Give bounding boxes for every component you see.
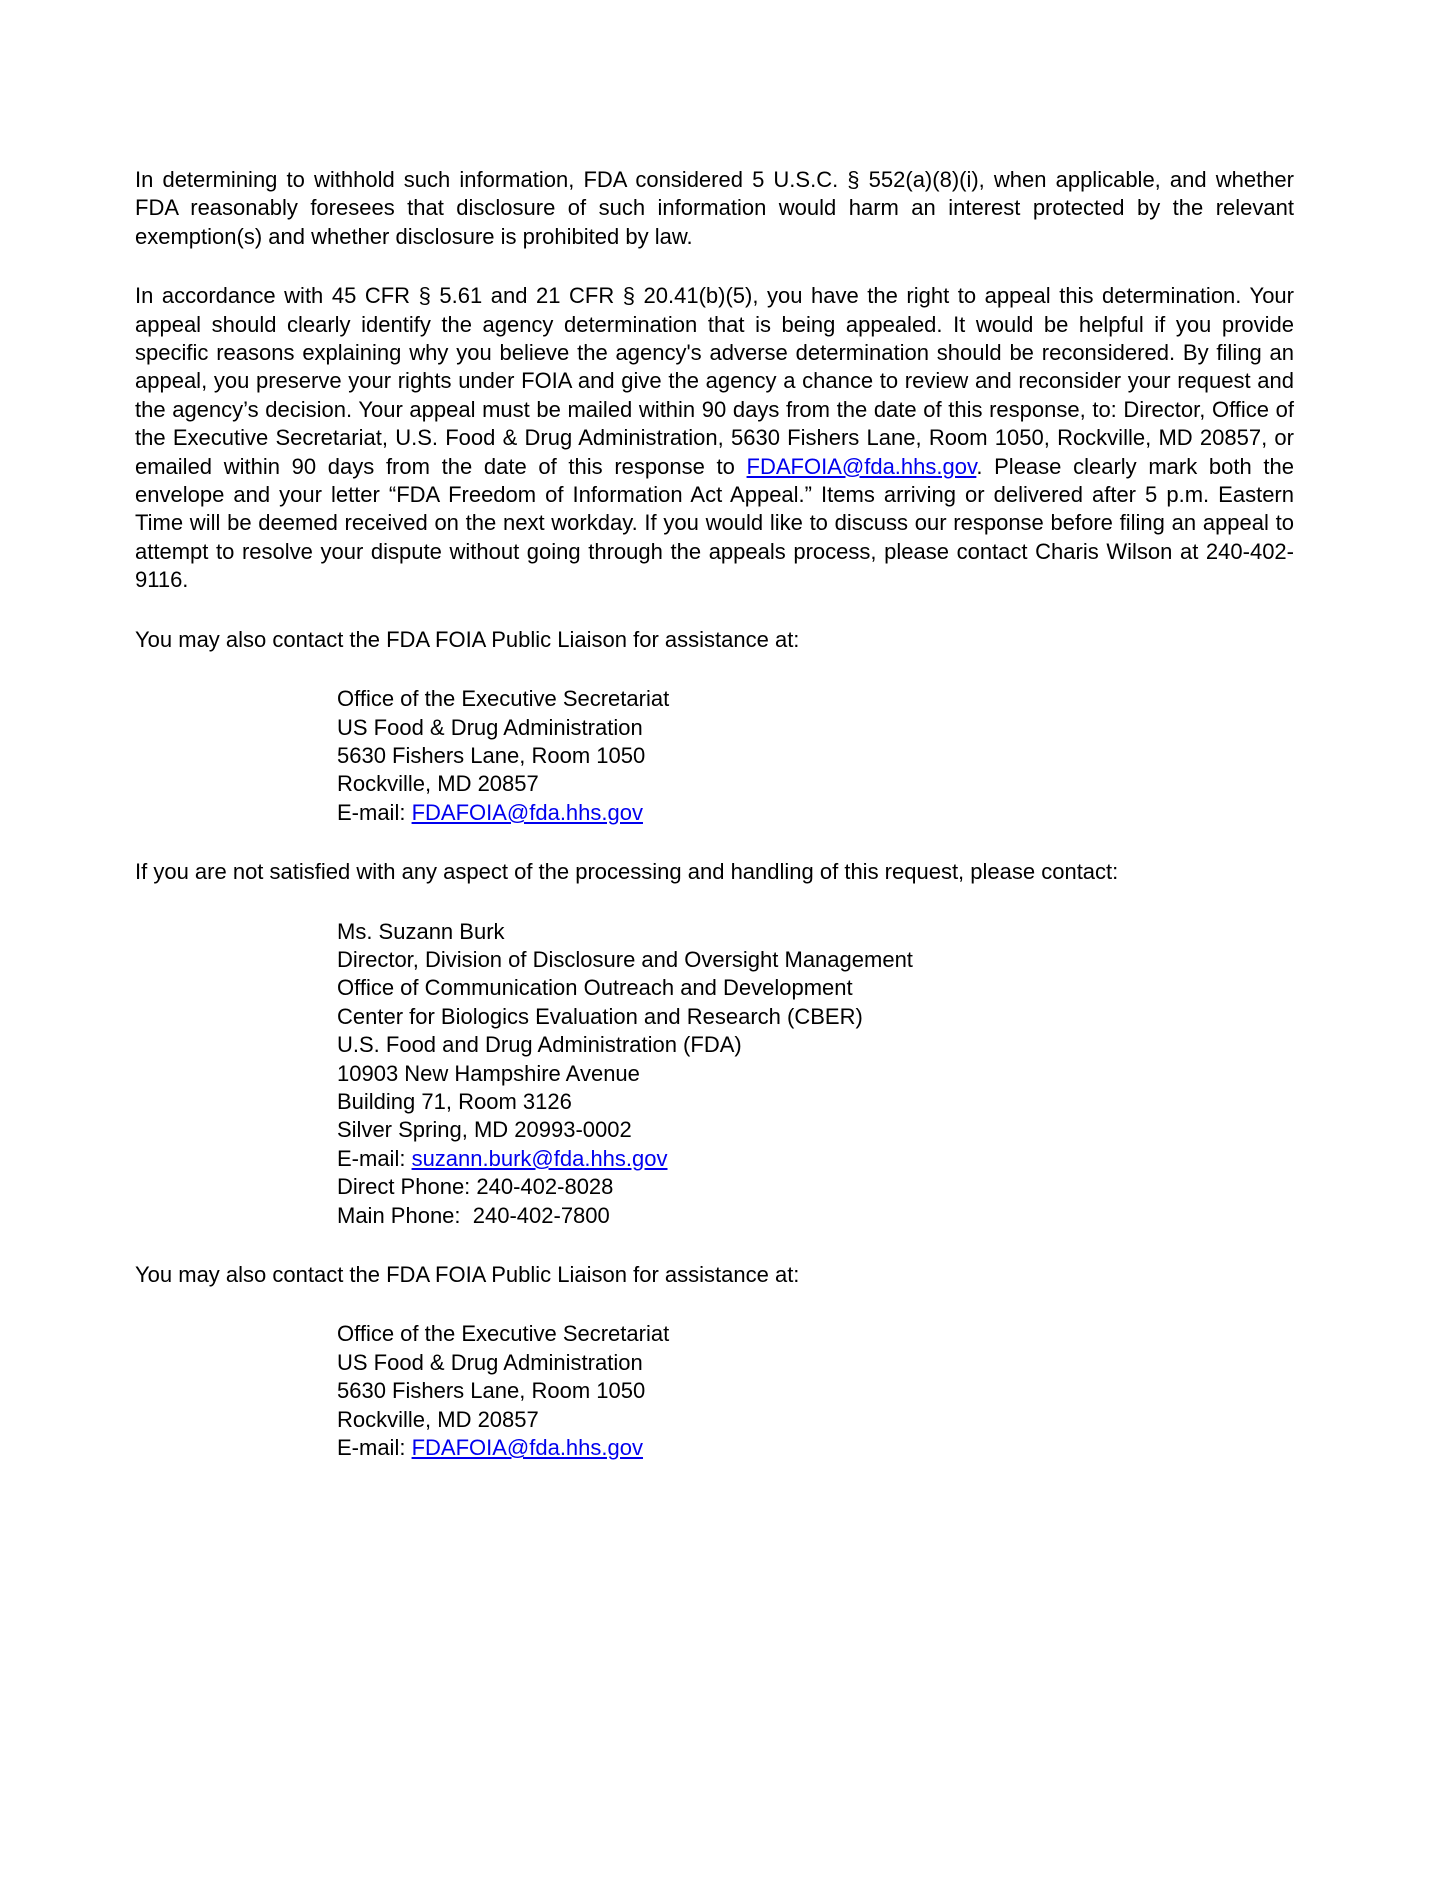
direct-phone-line: Direct Phone: 240-402-8028 — [337, 1174, 614, 1200]
liaison-intro-1: You may also contact the FDA FOIA Public Liaison for assistance at: — [135, 626, 800, 652]
address-line: Rockville, MD 20857 — [337, 1406, 539, 1432]
suzann-burk-email-link[interactable]: suzann.burk@fda.hhs.gov — [411, 1145, 668, 1171]
address-line: 5630 Fishers Lane, Room 1050 — [337, 1378, 646, 1404]
cber-contact-block — [337, 918, 1294, 1230]
email-line — [337, 1145, 1294, 1173]
email-line — [337, 1434, 1294, 1462]
email-label: E-mail: — [337, 1145, 412, 1171]
address-line: US Food & Drug Administration — [337, 714, 643, 740]
main-phone-line: Main Phone: 240-402-7800 — [337, 1202, 610, 1228]
fdafoia-email-link[interactable]: FDAFOIA@fda.hhs.gov — [411, 799, 643, 825]
address-line: 5630 Fishers Lane, Room 1050 — [337, 742, 646, 768]
address-line: Silver Spring, MD 20993-0002 — [337, 1117, 632, 1143]
address-line: Building 71, Room 3126 — [337, 1088, 572, 1114]
dissatisfied-intro: If you are not satisfied with any aspect of the processing and handling of this request, please contact: — [135, 859, 1119, 885]
address-line: Office of Communication Outreach and Development — [337, 975, 853, 1001]
email-label: E-mail: — [337, 799, 412, 825]
email-line — [337, 799, 1294, 827]
address-line: U.S. Food and Drug Administration (FDA) — [337, 1032, 742, 1058]
appeal-text-after-link: . Please clearly mark both the envelope and your letter “FDA Freedom of Information Act Appeal.” Items arriving or delivered after 5 p.m. Eastern Time will be deemed received on the next workday. If you would like to discuss our response before filing an appeal to attempt to resolve your dispute without going through the appeals process, please contact Charis Wilson at 240-402-9116. — [135, 453, 1294, 593]
fdafoia-email-link[interactable]: FDAFOIA@fda.hhs.gov — [746, 453, 977, 479]
address-line: 10903 New Hampshire Avenue — [337, 1060, 640, 1086]
liaison-intro-2: You may also contact the FDA FOIA Public Liaison for assistance at: — [135, 1262, 800, 1287]
address-line: Rockville, MD 20857 — [337, 771, 539, 797]
address-line: US Food & Drug Administration — [337, 1349, 643, 1375]
email-label: E-mail: — [337, 1435, 412, 1461]
liaison-address-block-2 — [337, 1320, 1294, 1462]
contact-title: Director, Division of Disclosure and Oversight Management — [337, 946, 913, 972]
paragraph-withholding-determination: In determining to withhold such information, FDA considered 5 U.S.C. § 552(a)(8)(i), when applicable, and whether FDA reasonably foresees that disclosure of such information would harm an interest protected by the relevant exemption(s) and whether disclosure is prohibited by law. — [135, 167, 1294, 249]
contact-name: Ms. Suzann Burk — [337, 918, 505, 944]
address-line: Office of the Executive Secretariat — [337, 1321, 670, 1347]
address-line: Office of the Executive Secretariat — [337, 686, 670, 712]
fdafoia-email-link[interactable]: FDAFOIA@fda.hhs.gov — [411, 1435, 643, 1461]
paragraph-appeal-rights — [135, 282, 1294, 594]
address-line: Center for Biologics Evaluation and Research (CBER) — [337, 1003, 863, 1029]
liaison-address-block-1 — [337, 685, 1294, 827]
appeal-text-before-link: In accordance with 45 CFR § 5.61 and 21 CFR § 20.41(b)(5), you have the right to appeal this determination. Your appeal should clearly identify the agency determination that is being appealed. It would be helpful if you provide specific reasons explaining why you believe the agency's adverse determination should be reconsidered. By filing an appeal, you preserve your rights under FOIA and give the agency a chance to review and reconsider your request and the agency’s decision. Your appeal must be mailed within 90 days from the date of this response, to: Director, Office of the Executive Secretariat, U.S. Food & Drug Administration, 5630 Fishers Lane, Room 1050, Rockville, MD 20857, or emailed within 90 days from the date of this response to — [135, 283, 1294, 479]
